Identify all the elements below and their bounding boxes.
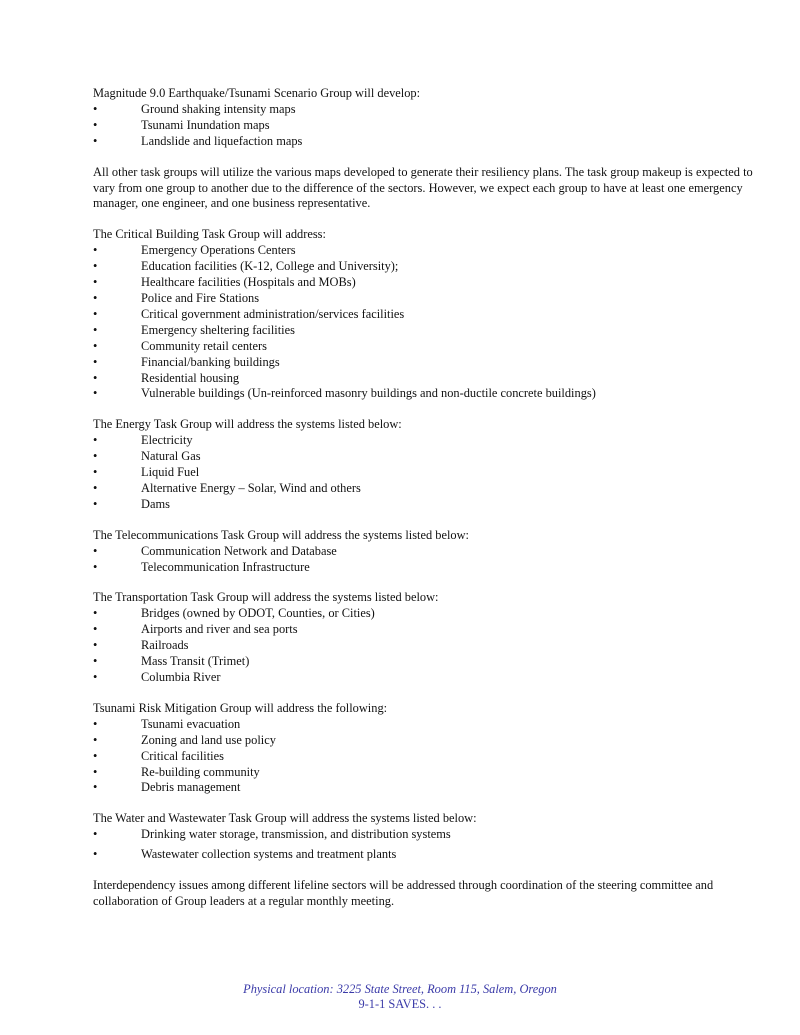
energy-section xyxy=(93,417,753,512)
bullet-icon: • xyxy=(93,559,98,574)
bullet-list xyxy=(93,717,753,797)
tsunami-risk-section xyxy=(93,701,753,796)
list-item: • Critical government administration/services facilities xyxy=(93,306,405,321)
list-item: • Drinking water storage, transmission, and distribution systems xyxy=(93,827,451,842)
bullet-icon: • xyxy=(93,622,98,637)
list-item: • Emergency Operations Centers xyxy=(93,243,296,258)
page-footer xyxy=(0,982,800,1012)
water-wastewater-section xyxy=(93,811,753,863)
bullet-list xyxy=(93,606,753,686)
list-item: • Communication Network and Database xyxy=(93,543,337,558)
list-item: • Railroads xyxy=(93,638,189,653)
utilize-paragraph-section xyxy=(93,165,753,213)
list-item: • Vulnerable buildings (Un-reinforced masonry buildings and non-ductile concrete buildings) xyxy=(93,386,596,401)
bullet-list xyxy=(93,243,753,402)
list-item: • Columbia River xyxy=(93,670,221,684)
list-item: • Tsunami Inundation maps xyxy=(93,117,270,132)
list-item: • Police and Fire Stations xyxy=(93,290,260,305)
list-item: • Liquid Fuel xyxy=(93,465,200,480)
section-intro: The Critical Building Task Group will address: xyxy=(93,227,326,242)
list-item: • Tsunami evacuation xyxy=(93,716,241,731)
bullet-icon: • xyxy=(93,338,98,353)
list-item: • Electricity xyxy=(93,433,193,448)
bullet-icon: • xyxy=(93,275,98,290)
bullet-icon: • xyxy=(93,670,98,684)
bullet-icon: • xyxy=(93,243,98,258)
critical-building-section xyxy=(93,227,753,402)
section-intro: The Energy Task Group will address the systems listed below: xyxy=(93,417,402,432)
list-item: • Community retail centers xyxy=(93,338,267,353)
bullet-icon: • xyxy=(93,543,98,558)
list-item: • Dams xyxy=(93,496,170,511)
document-body xyxy=(93,86,753,925)
list-item: • Healthcare facilities (Hospitals and MOBs) xyxy=(93,275,356,290)
section-intro: The Transportation Task Group will address the systems listed below: xyxy=(93,590,439,605)
section-intro: Magnitude 9.0 Earthquake/Tsunami Scenario Group will develop: xyxy=(93,86,421,100)
bullet-icon: • xyxy=(93,306,98,321)
bullet-icon: • xyxy=(93,847,98,862)
bullet-icon: • xyxy=(93,764,98,779)
bullet-icon: • xyxy=(93,322,98,337)
section-intro: The Water and Wastewater Task Group will address the systems listed below: xyxy=(93,811,477,826)
bullet-icon: • xyxy=(93,290,98,305)
list-item: • Alternative Energy – Solar, Wind and others xyxy=(93,480,361,495)
list-item: • Landslide and liquefaction maps xyxy=(93,133,303,148)
bullet-icon: • xyxy=(93,433,98,448)
list-item: • Education facilities (K-12, College and University); xyxy=(93,259,399,274)
telecommunications-section xyxy=(93,528,753,576)
list-item: • Natural Gas xyxy=(93,449,201,464)
list-item: • Financial/banking buildings xyxy=(93,354,280,369)
list-item: • Critical facilities xyxy=(93,748,224,763)
list-item: • Re-building community xyxy=(93,764,260,779)
bullet-icon: • xyxy=(93,716,98,731)
bullet-icon: • xyxy=(93,386,98,401)
bullet-icon: • xyxy=(93,638,98,653)
list-item: • Airports and river and sea ports xyxy=(93,622,298,637)
bullet-icon: • xyxy=(93,732,98,747)
bullet-list xyxy=(93,433,753,513)
paragraph: Interdependency issues among different lifeline sectors will be addressed through coordination of the steering committee and collaboration of Group leaders at a regular monthly meeting. xyxy=(93,878,714,908)
scenario-group-section xyxy=(93,86,753,150)
list-item: • Ground shaking intensity maps xyxy=(93,101,296,116)
bullet-list xyxy=(93,827,753,863)
bullet-icon: • xyxy=(93,827,98,842)
list-item: • Residential housing xyxy=(93,370,240,385)
section-intro: Tsunami Risk Mitigation Group will address the following: xyxy=(93,700,388,715)
bullet-icon: • xyxy=(93,654,98,669)
interdependency-section xyxy=(93,878,753,910)
list-item: • Mass Transit (Trimet) xyxy=(93,654,250,669)
list-item: • Zoning and land use policy xyxy=(93,732,276,747)
bullet-list xyxy=(93,102,753,150)
bullet-icon: • xyxy=(93,101,98,116)
footer-tagline: 9-1-1 SAVES. . . xyxy=(358,997,442,1011)
footer-location: Physical location: 3225 State Street, Room 115, Salem, Oregon xyxy=(243,982,557,996)
bullet-icon: • xyxy=(93,606,98,621)
list-item: • Wastewater collection systems and treatment plants xyxy=(93,847,397,862)
bullet-icon: • xyxy=(93,780,98,795)
list-item: • Bridges (owned by ODOT, Counties, or Cities) xyxy=(93,606,375,621)
bullet-icon: • xyxy=(93,480,98,495)
bullet-icon: • xyxy=(93,259,98,274)
bullet-icon: • xyxy=(93,748,98,763)
bullet-icon: • xyxy=(93,449,98,464)
list-item: • Emergency sheltering facilities xyxy=(93,322,295,337)
bullet-icon: • xyxy=(93,370,98,385)
list-item: • Debris management xyxy=(93,780,241,795)
bullet-icon: • xyxy=(93,117,98,132)
bullet-icon: • xyxy=(93,496,98,511)
bullet-icon: • xyxy=(93,465,98,480)
transportation-section xyxy=(93,590,753,685)
list-item: • Telecommunication Infrastructure xyxy=(93,559,310,574)
paragraph: All other task groups will utilize the various maps developed to generate their resiliency plans. The task group makeup is expected to vary from one group to another due to the difference of the sectors. However, we expect each group to have at least one emergency manager, one engineer, and one business representative. xyxy=(93,164,753,211)
bullet-icon: • xyxy=(93,133,98,148)
bullet-icon: • xyxy=(93,354,98,369)
bullet-list xyxy=(93,544,753,576)
section-intro: The Telecommunications Task Group will address the systems listed below: xyxy=(93,527,470,542)
